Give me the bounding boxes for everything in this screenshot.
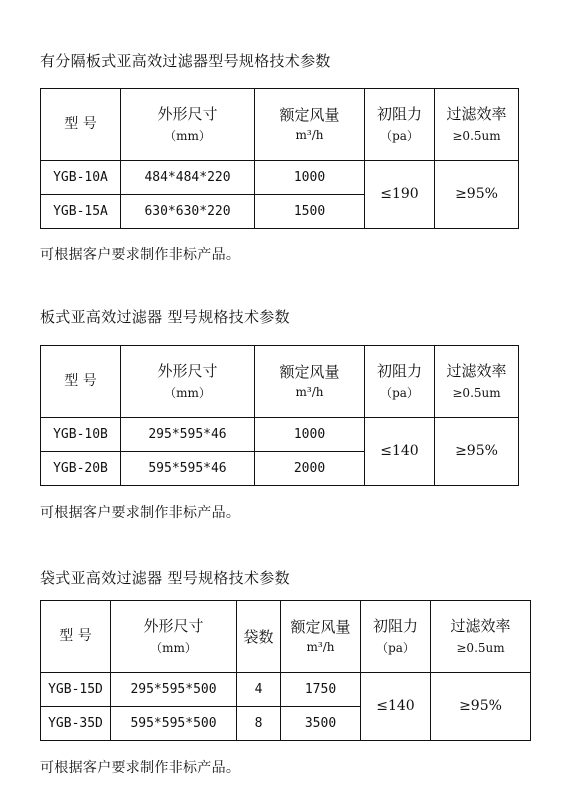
header-resistance <box>361 601 431 673</box>
cell-airflow: 1000 <box>255 418 365 452</box>
header-size-label: 外形尺寸 <box>143 617 204 636</box>
cell-bags: 4 <box>237 673 281 707</box>
header-airflow-unit: m³/h <box>295 128 324 143</box>
header-airflow <box>281 601 361 673</box>
cell-size: 295*595*500 <box>111 673 237 707</box>
cell-airflow: 3500 <box>281 707 361 741</box>
cell-size: 484*484*220 <box>121 161 255 195</box>
header-airflow <box>255 346 365 418</box>
cell-airflow: 1750 <box>281 673 361 707</box>
header-model <box>41 601 111 673</box>
header-resistance-unit: （pa） <box>380 129 419 144</box>
header-size-unit: （mm） <box>150 641 197 656</box>
header-model-label: 型 号 <box>64 373 97 390</box>
header-size-label: 外形尺寸 <box>157 105 218 124</box>
table-3-note: 可根据客户要求制作非标产品。 <box>40 760 241 776</box>
cell-size: 595*595*46 <box>121 452 255 486</box>
cell-bags: 8 <box>237 707 281 741</box>
header-airflow-label: 额定风量 <box>279 106 340 125</box>
header-airflow-label: 额定风量 <box>279 363 340 382</box>
cell-model: YGB-15D <box>41 673 111 707</box>
header-efficiency <box>435 346 519 418</box>
cell-airflow: 1000 <box>255 161 365 195</box>
header-model <box>41 346 121 418</box>
header-airflow <box>255 89 365 161</box>
header-efficiency <box>431 601 531 673</box>
header-efficiency <box>435 89 519 161</box>
spec-table-3 <box>40 600 531 741</box>
table-row <box>41 161 519 195</box>
header-resistance <box>365 89 435 161</box>
header-efficiency-sub: ≥0.5um <box>456 641 505 656</box>
table-2-title: 板式亚高效过滤器 型号规格技术参数 <box>40 308 290 326</box>
cell-efficiency: ≥95% <box>435 418 519 486</box>
header-size <box>111 601 237 673</box>
cell-model: YGB-10A <box>41 161 121 195</box>
cell-airflow: 1500 <box>255 195 365 229</box>
header-airflow-label: 额定风量 <box>290 618 351 637</box>
cell-airflow: 2000 <box>255 452 365 486</box>
table-row <box>41 673 531 707</box>
header-model <box>41 89 121 161</box>
table-1-note: 可根据客户要求制作非标产品。 <box>40 247 241 263</box>
header-efficiency-label: 过滤效率 <box>446 105 507 124</box>
header-size <box>121 89 255 161</box>
header-size-unit: （mm） <box>164 386 211 401</box>
header-resistance-unit: （pa） <box>376 641 415 656</box>
spec-table-2 <box>40 345 519 486</box>
header-resistance <box>365 346 435 418</box>
table-1-title: 有分隔板式亚高效过滤器型号规格技术参数 <box>40 52 331 70</box>
header-efficiency-sub: ≥0.5um <box>452 129 501 144</box>
cell-model: YGB-35D <box>41 707 111 741</box>
table-3-title: 袋式亚高效过滤器 型号规格技术参数 <box>40 569 290 587</box>
cell-size: 630*630*220 <box>121 195 255 229</box>
header-bags-label: 袋数 <box>243 627 274 646</box>
cell-size: 295*595*46 <box>121 418 255 452</box>
header-size-label: 外形尺寸 <box>157 362 218 381</box>
header-efficiency-label: 过滤效率 <box>450 617 511 636</box>
table-header-row <box>41 601 531 673</box>
cell-efficiency: ≥95% <box>431 673 531 741</box>
table-header-row <box>41 346 519 418</box>
header-airflow-unit: m³/h <box>295 385 324 400</box>
cell-model: YGB-20B <box>41 452 121 486</box>
header-model-label: 型 号 <box>59 628 92 645</box>
header-efficiency-sub: ≥0.5um <box>452 386 501 401</box>
header-size-unit: （mm） <box>164 129 211 144</box>
cell-size: 595*595*500 <box>111 707 237 741</box>
cell-resistance: ≤140 <box>365 418 435 486</box>
cell-model: YGB-10B <box>41 418 121 452</box>
header-size <box>121 346 255 418</box>
table-2-note: 可根据客户要求制作非标产品。 <box>40 505 241 521</box>
header-resistance-unit: （pa） <box>380 386 419 401</box>
table-row <box>41 418 519 452</box>
header-model-label: 型 号 <box>64 116 97 133</box>
spec-table-1 <box>40 88 519 229</box>
header-airflow-unit: m³/h <box>306 640 335 655</box>
header-bags <box>237 601 281 673</box>
header-resistance-label: 初阻力 <box>376 105 422 124</box>
header-resistance-label: 初阻力 <box>376 362 422 381</box>
cell-model: YGB-15A <box>41 195 121 229</box>
cell-resistance: ≤190 <box>365 161 435 229</box>
table-header-row <box>41 89 519 161</box>
cell-resistance: ≤140 <box>361 673 431 741</box>
header-efficiency-label: 过滤效率 <box>446 362 507 381</box>
cell-efficiency: ≥95% <box>435 161 519 229</box>
header-resistance-label: 初阻力 <box>372 617 418 636</box>
